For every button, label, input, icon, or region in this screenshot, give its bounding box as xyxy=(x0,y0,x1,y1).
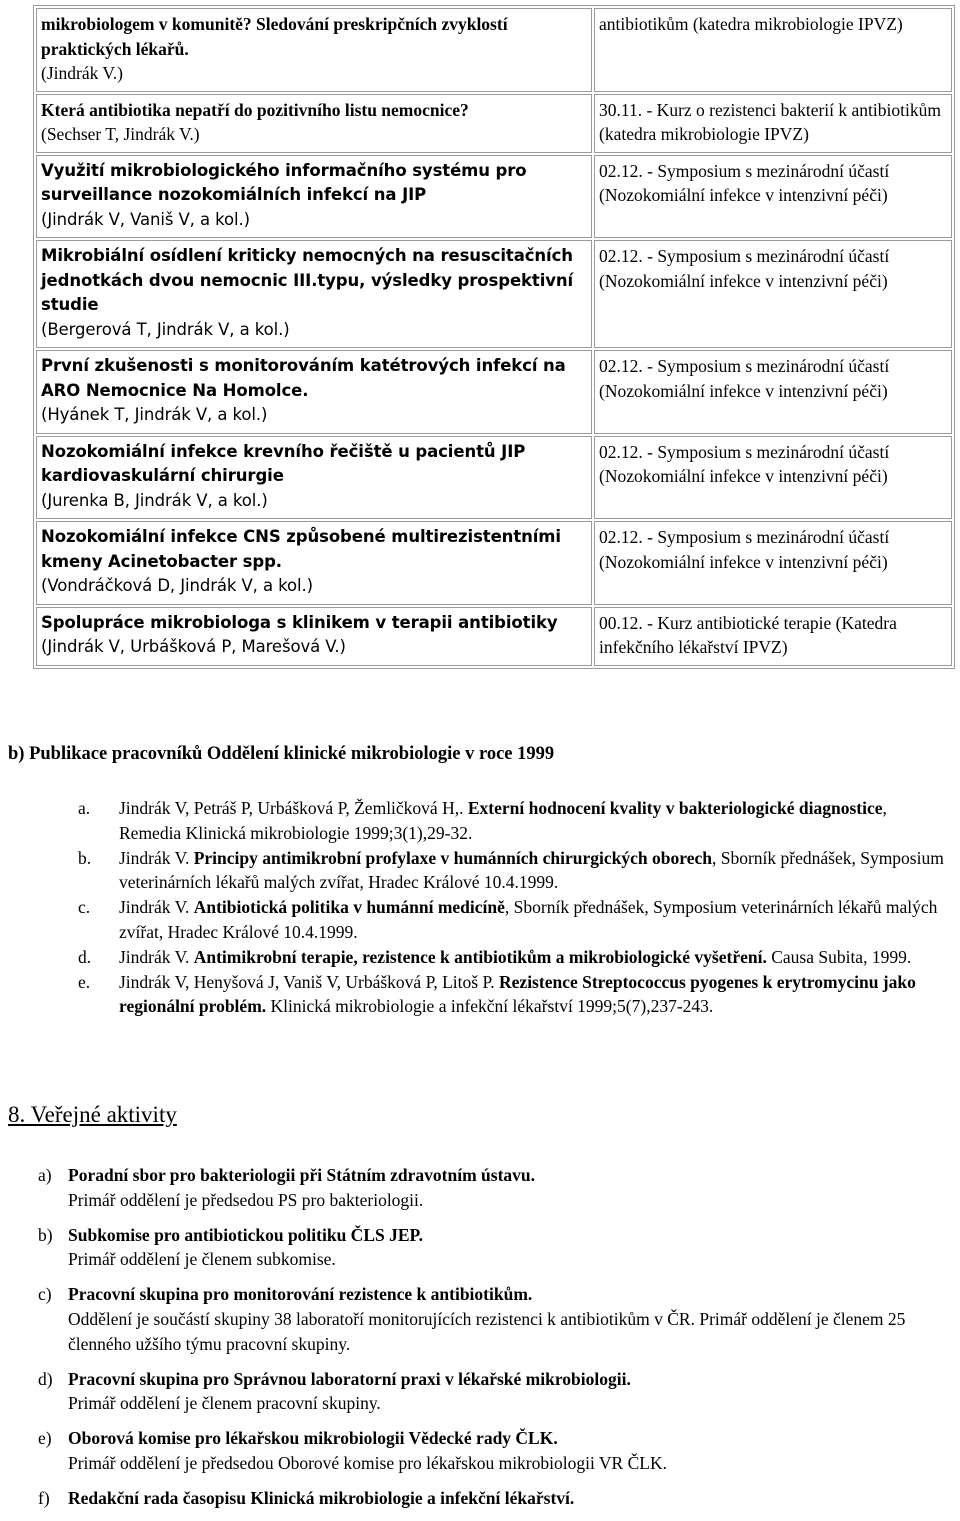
lecture-authors: (Bergerová T, Jindrák V, a kol.) xyxy=(41,319,290,339)
lecture-cell xyxy=(36,607,592,666)
publication-text: , Sborník přednášek, Symposium veterinárních lékařů malých zvířat, Hradec Králové 10.4.1999. xyxy=(119,847,944,893)
lecture-cell xyxy=(36,8,592,92)
activity-description: Primář oddělení je předsedou PS pro bakteriologii. xyxy=(68,1189,424,1210)
publication-text: Jindrák V. xyxy=(119,897,194,918)
activities-list xyxy=(38,1163,938,1521)
event-cell: 02.12. - Symposium s mezinárodní účastí (Nozokomiální infekce v intenzivní péči) xyxy=(594,350,952,434)
lecture-authors: (Jindrák V, Vaniš V, a kol.) xyxy=(41,209,250,229)
list-marker: a. xyxy=(78,798,91,818)
activity-title: Oborová komise pro lékařskou mikrobiologii Vědecké rady ČLK. xyxy=(68,1428,558,1449)
list-item xyxy=(78,796,950,846)
list-marker: a) xyxy=(38,1165,52,1185)
activity-description: Primář oddělení je členem pracovní skupiny. xyxy=(68,1393,381,1414)
activity-description: Primář oddělení je předsedou Oborové komise pro lékařskou mikrobiologii VR ČLK. xyxy=(68,1452,667,1473)
list-marker: c) xyxy=(38,1284,52,1305)
lecture-cell xyxy=(36,94,592,153)
publication-text: , Sborník přednášek, Symposium veterinárních lékařů malých zvířat, Hradec Králové 10.4.1999. xyxy=(119,897,938,942)
list-item xyxy=(78,895,950,945)
publications-heading: b) Publikace pracovníků Oddělení klinické mikrobiologie v roce 1999 xyxy=(8,744,555,764)
publication-title: Externí hodnocení kvality v bakteriologické diagnostice xyxy=(467,798,883,818)
list-item xyxy=(38,1282,938,1356)
lecture-title: Spolupráce mikrobiologa s klinikem v terapii antibiotiky xyxy=(41,612,558,632)
publication-text: , Remedia Klinická mikrobiologie 1999;3(1),29-32. xyxy=(119,798,887,843)
lectures-table xyxy=(33,5,955,669)
list-marker: b. xyxy=(78,847,92,868)
table-row xyxy=(36,94,952,153)
list-item xyxy=(38,1223,938,1273)
lecture-title: První zkušenosti s monitorováním katétrových infekcí na ARO Nemocnice Na Homolce. xyxy=(41,356,566,400)
table-row xyxy=(36,155,952,239)
event-cell: 00.12. - Kurz antibiotické terapie (Katedra infekčního lékařství IPVZ) xyxy=(594,607,952,666)
publication-text: Jindrák V, Henyšová J, Vaniš V, Urbášková P, Litoš P. xyxy=(119,971,500,992)
lecture-title: Která antibiotika nepatří do pozitivního listu nemocnice? xyxy=(41,99,469,120)
publication-title: Rezistence Streptococcus pyogenes k erytromycinu jako regionální problém. xyxy=(119,971,916,1017)
activity-title: Redakční rada časopisu Klinická mikrobiologie a infekční lékařství. xyxy=(68,1487,575,1508)
activity-title: Pracovní skupina pro monitorování rezistence k antibiotikům. xyxy=(68,1284,533,1305)
list-marker: f) xyxy=(38,1487,50,1508)
list-marker: d. xyxy=(78,946,92,967)
list-item xyxy=(38,1367,938,1417)
list-marker: e) xyxy=(38,1428,52,1449)
publication-title: Antibiotická politika v humánní medicíně xyxy=(193,897,505,918)
section-heading-public-activities: 8. Veřejné aktivity xyxy=(8,1102,177,1127)
lecture-authors: (Vondráčková D, Jindrák V, a kol.) xyxy=(41,576,313,595)
list-item xyxy=(38,1486,938,1511)
publication-text: Causa Subita, 1999. xyxy=(766,946,912,967)
table-row xyxy=(36,607,952,666)
list-item xyxy=(78,945,950,970)
list-marker: d) xyxy=(38,1368,53,1389)
table-row xyxy=(36,436,952,520)
publication-text: Jindrák V. xyxy=(119,847,194,868)
lecture-authors: (Hyánek T, Jindrák V, a kol.) xyxy=(41,405,268,424)
publication-title: Principy antimikrobní profylaxe v humánních chirurgických oborech xyxy=(193,847,712,868)
activity-title: Poradní sbor pro bakteriologii při Státním zdravotním ústavu. xyxy=(68,1165,536,1185)
lecture-authors: (Jindrák V, Urbášková P, Marešová V.) xyxy=(41,637,346,656)
event-cell: antibiotikům (katedra mikrobiologie IPVZ) xyxy=(594,8,952,92)
activity-title: Subkomise pro antibiotickou politiku ČLS JEP. xyxy=(68,1224,423,1245)
publications-list xyxy=(78,796,950,1019)
table-row xyxy=(36,240,952,348)
lecture-authors: (Jindrák V.) xyxy=(41,63,123,83)
event-cell: 30.11. - Kurz o rezistenci bakterií k antibiotikům (katedra mikrobiologie IPVZ) xyxy=(594,94,952,153)
publication-title: Antimikrobní terapie, rezistence k antibiotikům a mikrobiologické vyšetření. xyxy=(193,946,767,967)
activity-title: Pracovní skupina pro Správnou laboratorní praxi v lékařské mikrobiologii. xyxy=(68,1368,631,1389)
publication-text: Jindrák V, Petráš P, Urbášková P, Žemličková H,. xyxy=(119,798,468,818)
lecture-authors: (Sechser T, Jindrák V.) xyxy=(41,124,200,144)
publication-text: Klinická mikrobiologie a infekční lékařství 1999;5(7),237-243. xyxy=(266,996,714,1017)
list-item xyxy=(38,1163,938,1213)
event-cell: 02.12. - Symposium s mezinárodní účastí (Nozokomiální infekce v intenzivní péči) xyxy=(594,436,952,520)
event-cell: 02.12. - Symposium s mezinárodní účastí (Nozokomiální infekce v intenzivní péči) xyxy=(594,240,952,348)
event-cell: 02.12. - Symposium s mezinárodní účastí (Nozokomiální infekce v intenzivní péči) xyxy=(594,521,952,605)
activity-description: Primář oddělení je členem subkomise. xyxy=(68,1249,336,1270)
table-row xyxy=(36,521,952,605)
lecture-title: Nozokomiální infekce CNS způsobené multirezistentními kmeny Acinetobacter spp. xyxy=(41,527,561,571)
list-marker: c. xyxy=(78,897,91,918)
list-item xyxy=(78,846,950,896)
list-item xyxy=(78,970,950,1020)
table-row xyxy=(36,8,952,92)
publication-text: Jindrák V. xyxy=(119,946,194,967)
lecture-cell xyxy=(36,436,592,520)
list-marker: e. xyxy=(78,971,91,992)
lecture-cell xyxy=(36,155,592,239)
lecture-title: Využití mikrobiologického informačního systému pro surveillance nozokomiálních infekcí na JIP xyxy=(41,160,527,204)
activity-description: Oddělení je součástí skupiny 38 laboratoří monitorujících rezistenci k antibiotikům v ČR. Primář oddělení je členem 25 členného užšího týmu pracovní skupiny. xyxy=(68,1308,906,1354)
event-cell: 02.12. - Symposium s mezinárodní účastí (Nozokomiální infekce v intenzivní péči) xyxy=(594,155,952,239)
lecture-cell xyxy=(36,240,592,348)
lecture-authors: (Jurenka B, Jindrák V, a kol.) xyxy=(41,490,268,510)
lecture-title: Mikrobiální osídlení kriticky nemocných na resuscitačních jednotkách dvou nemocnic III.typu, výsledky prospektivní studie xyxy=(41,246,574,314)
table-row xyxy=(36,350,952,434)
list-marker: b) xyxy=(38,1224,53,1245)
list-item xyxy=(38,1426,938,1476)
lecture-cell xyxy=(36,350,592,434)
lecture-title: Nozokomiální infekce krevního řečiště u pacientů JIP kardiovaskulární chirurgie xyxy=(41,441,526,485)
lecture-cell xyxy=(36,521,592,605)
lecture-title: mikrobiologem v komunitě? Sledování preskripčních zvyklostí praktických lékařů. xyxy=(41,14,508,59)
